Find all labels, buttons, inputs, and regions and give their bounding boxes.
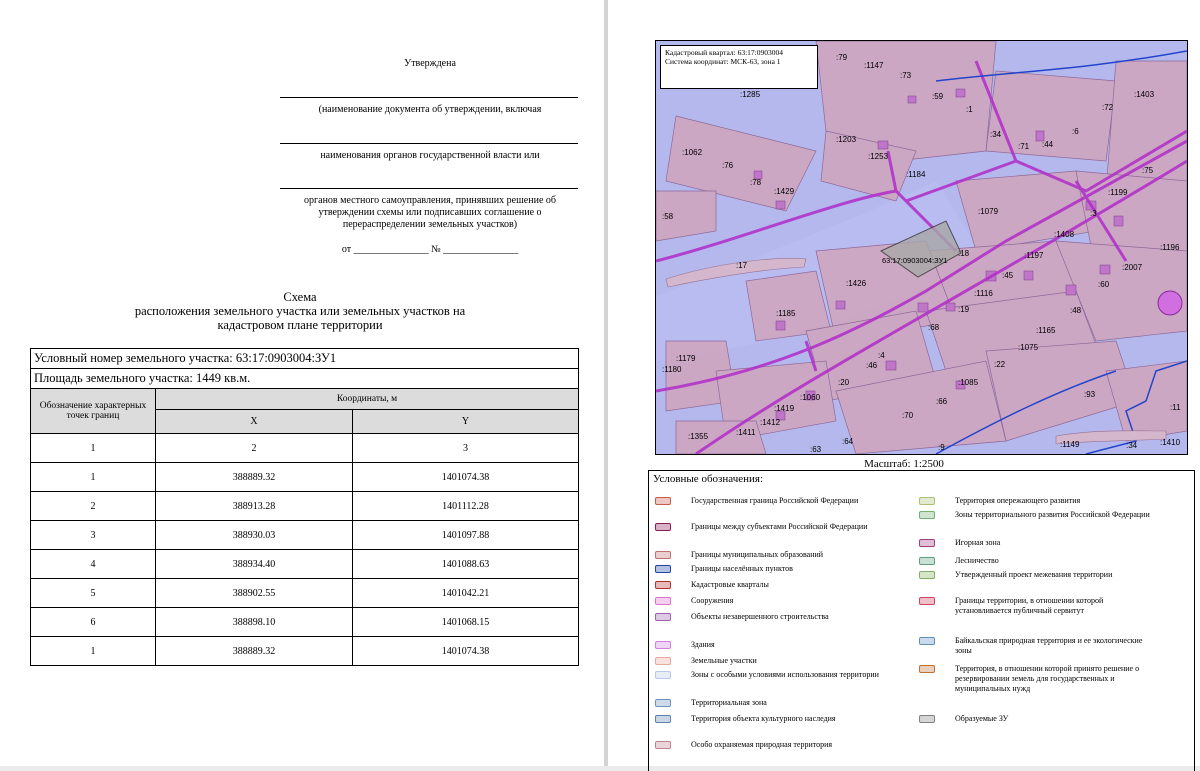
legend-swatch-icon (919, 597, 935, 605)
cell-y: 1401112.28 (353, 492, 579, 521)
legend-swatch-icon (655, 715, 671, 723)
legend-swatch-icon (655, 565, 671, 573)
legend-swatch-icon (655, 497, 671, 505)
legend-swatch-icon (655, 613, 671, 621)
legend-label: Границы муниципальных образований (691, 550, 824, 559)
legend-swatch-icon (655, 699, 671, 707)
legend-label: Территориальная зона (691, 698, 767, 707)
legend-label: Границы территории, в отношении которой установливается публичный сервитут (955, 596, 1104, 615)
legend-swatch-icon (655, 597, 671, 605)
parcel-label: :46 (866, 361, 878, 370)
legend-label: Лесничество (955, 556, 999, 565)
parcel-label: :1253 (868, 152, 889, 161)
legend-label: Образуемые ЗУ (955, 714, 1009, 723)
parcel-label: :48 (1070, 306, 1082, 315)
parcel-label: :63 (810, 445, 822, 454)
approval-date-line: от _______________ № _______________ (341, 244, 519, 255)
parcel-label: :1179 (676, 354, 696, 363)
scheme-title-block (40, 290, 560, 332)
parcel-label: :93 (1084, 390, 1096, 399)
legend-swatch-icon (919, 497, 935, 505)
legend-label: Кадастровые кварталы (691, 580, 769, 589)
header-coords: Координаты, м (156, 389, 579, 410)
cell-point: 5 (31, 579, 156, 608)
parcel-label: :1408 (1054, 230, 1075, 239)
cell-x: 388913.28 (156, 492, 353, 521)
parcel-label: :1355 (688, 432, 709, 441)
parcel-label: :79 (836, 53, 848, 62)
parcel-label: :1184 (906, 170, 926, 179)
parcel-label: :1147 (864, 61, 884, 70)
parcel-label: :1116 (974, 289, 993, 298)
parcel-label: :20 (838, 378, 850, 387)
parcel-label: :1426 (846, 279, 867, 288)
parcel-label: :11 (1170, 403, 1181, 412)
cadastral-quarter: Кадастровый квартал: 63:17:0903004 (665, 48, 783, 57)
legend-label: Сооружения (691, 596, 734, 605)
parcel-label: :1203 (836, 135, 857, 144)
legend-label: Земельные участки (691, 656, 757, 665)
legend-label: Территория объекта культурного наследия (691, 714, 836, 723)
parcel-label: :75 (1142, 166, 1154, 175)
legend-label: Здания (691, 640, 715, 649)
underline (280, 188, 578, 189)
parcel-label: :17 (736, 261, 748, 270)
legend (648, 470, 1195, 771)
parcel-label: :1199 (1108, 188, 1128, 197)
header-x: X (156, 410, 353, 434)
legend-label: Объекты незавершенного строительства (691, 612, 829, 621)
legend-label: Границы населённых пунктов (691, 564, 793, 573)
parcel-label: :70 (902, 411, 914, 420)
legend-label: Зоны территориального развития Российской Федерации (955, 510, 1150, 519)
cell-y: 1401068.15 (353, 608, 579, 637)
parcel-label: :9 (938, 443, 945, 452)
parcel-label: :60 (1098, 280, 1110, 289)
parcel-area: Площадь земельного участка: 1449 кв.м. (31, 369, 579, 389)
parcel-label: :68 (928, 323, 940, 332)
parcel-label: :1412 (760, 418, 781, 427)
table-row (31, 521, 579, 550)
parcel-label: :1429 (774, 187, 795, 196)
map-scale: Масштаб: 1:2500 (864, 458, 944, 470)
legend-label: Государственная граница Российской Федерации (691, 496, 859, 505)
cell-y: 1401074.38 (353, 637, 579, 666)
col-num-2: 2 (156, 434, 353, 463)
approval-title: Утверждена (404, 58, 456, 69)
cell-x: 388930.03 (156, 521, 353, 550)
parcel-label: :71 (1018, 142, 1030, 151)
approval-line-3: органов местного самоуправления, принявших решение об утверждении схемы или подписавших соглашение о перераспределении земельных участков) (304, 195, 556, 230)
legend-swatch-icon (655, 741, 671, 749)
parcel-label: :1165 (1036, 326, 1056, 335)
legend-label: Байкальская природная территория и ее экологические зоны (955, 636, 1143, 655)
col-num-3: 3 (353, 434, 579, 463)
parcel-label: :1149 (1060, 440, 1080, 449)
legend-label: Игорная зона (955, 538, 1001, 547)
parcel-label: :64 (842, 437, 854, 446)
parcel-label: :1285 (740, 90, 761, 99)
map-page (608, 0, 1200, 766)
table-row (31, 608, 579, 637)
col-num-1: 1 (31, 434, 156, 463)
cell-y: 1401074.38 (353, 463, 579, 492)
cell-point: 1 (31, 463, 156, 492)
parcel-label: :78 (750, 178, 762, 187)
parcel-label: :4 (878, 351, 885, 360)
parcel-label: :1060 (800, 393, 821, 402)
parcel-label: :58 (662, 212, 674, 221)
parcel-label: :1196 (1160, 243, 1180, 252)
cell-point: 2 (31, 492, 156, 521)
underline (280, 143, 578, 144)
parcel-label: :1197 (1024, 251, 1044, 260)
legend-title: Условные обозначения: (653, 473, 764, 485)
legend-swatch-icon (919, 637, 935, 645)
approval-line-1: (наименование документа об утверждении, включая (318, 104, 542, 115)
parcel-label: :3 (1090, 209, 1097, 218)
legend-label: Территория, в отношении которой принято решение о резервировании земель для государственных и муниципальных нужд (955, 664, 1140, 693)
parcel-label: :66 (936, 397, 948, 406)
legend-swatch-icon (919, 557, 935, 565)
cell-x: 388889.32 (156, 463, 353, 492)
parcel-label: :18 (958, 249, 970, 258)
parcel-label: :1062 (682, 148, 703, 157)
parcel-label: :1079 (978, 207, 999, 216)
legend-swatch-icon (655, 551, 671, 559)
parcel-label: :1411 (736, 428, 756, 437)
approval-line-2: наименования органов государственной власти или (320, 150, 540, 161)
table-row (31, 579, 579, 608)
cell-x: 388934.40 (156, 550, 353, 579)
scheme-subtitle: расположения земельного участка или земельных участков на кадастровом плане территории (134, 304, 466, 332)
cell-point: 3 (31, 521, 156, 550)
legend-swatch-icon (655, 671, 671, 679)
parcel-label: :19 (958, 305, 970, 314)
parcel-label: :1185 (776, 309, 796, 318)
header-y: Y (353, 410, 579, 434)
parcel-label: :72 (1102, 103, 1114, 112)
scheme-title: Схема (283, 290, 317, 304)
underline (280, 97, 578, 98)
legend-label: Утвержденный проект межевания территории (955, 570, 1113, 579)
parcel-label: :1419 (774, 404, 795, 413)
cell-point: 4 (31, 550, 156, 579)
cell-x: 388898.10 (156, 608, 353, 637)
parcel-label: :34 (1126, 441, 1138, 450)
legend-swatch-icon (655, 641, 671, 649)
parcel-number: Условный номер земельного участка: 63:17:0903004:ЗУ1 (31, 349, 579, 369)
parcel-label: :1403 (1134, 90, 1155, 99)
legend-swatch-icon (655, 657, 671, 665)
table-row (31, 550, 579, 579)
cell-y: 1401042.21 (353, 579, 579, 608)
target-parcel-label[interactable]: 63:17:0903004:ЗУ1 (882, 256, 948, 265)
parcel-label: :59 (932, 92, 944, 101)
legend-swatch-icon (919, 665, 935, 673)
parcel-label: :76 (722, 161, 734, 170)
map-info-box (660, 45, 818, 89)
cell-y: 1401097.88 (353, 521, 579, 550)
legend-swatch-icon (655, 581, 671, 589)
legend-swatch-icon (655, 523, 671, 531)
coordinate-system: Система координат: МСК-63, зона 1 (665, 57, 781, 66)
legend-swatch-icon (919, 715, 935, 723)
legend-label: Границы между субъектами Российской Федерации (691, 522, 868, 531)
legend-swatch-icon (919, 539, 935, 547)
cell-y: 1401088.63 (353, 550, 579, 579)
legend-swatch-icon (919, 511, 935, 519)
parcel-label: :73 (900, 71, 912, 80)
parcel-label: :45 (1002, 271, 1014, 280)
parcel-label: :34 (990, 130, 1002, 139)
header-points: Обозначение характерных точек границ (31, 389, 156, 434)
parcel-label: :22 (994, 360, 1006, 369)
parcel-label: :1410 (1160, 438, 1181, 447)
coordinates-table (30, 348, 579, 666)
parcel-label: :44 (1042, 140, 1054, 149)
parcel-label: :2007 (1122, 263, 1143, 272)
cell-point: 1 (31, 637, 156, 666)
cell-point: 6 (31, 608, 156, 637)
legend-label: Территория опережающего развития (955, 496, 1081, 505)
parcel-label: :1085 (958, 378, 979, 387)
table-row (31, 463, 579, 492)
coordinate-rows (31, 463, 579, 666)
cell-x: 388889.32 (156, 637, 353, 666)
parcel-label: :6 (1072, 127, 1079, 136)
legend-label: Особо охраняемая природная территория (691, 740, 833, 749)
legend-label: Зоны с особыми условиями использования территории (691, 670, 879, 679)
parcel-label: :1075 (1018, 343, 1039, 352)
parcel-label: :1 (966, 105, 973, 114)
cadastral-map[interactable] (655, 40, 1188, 455)
cell-x: 388902.55 (156, 579, 353, 608)
table-row (31, 637, 579, 666)
table-row (31, 492, 579, 521)
legend-swatch-icon (919, 571, 935, 579)
parcel-label: :1180 (662, 365, 682, 374)
